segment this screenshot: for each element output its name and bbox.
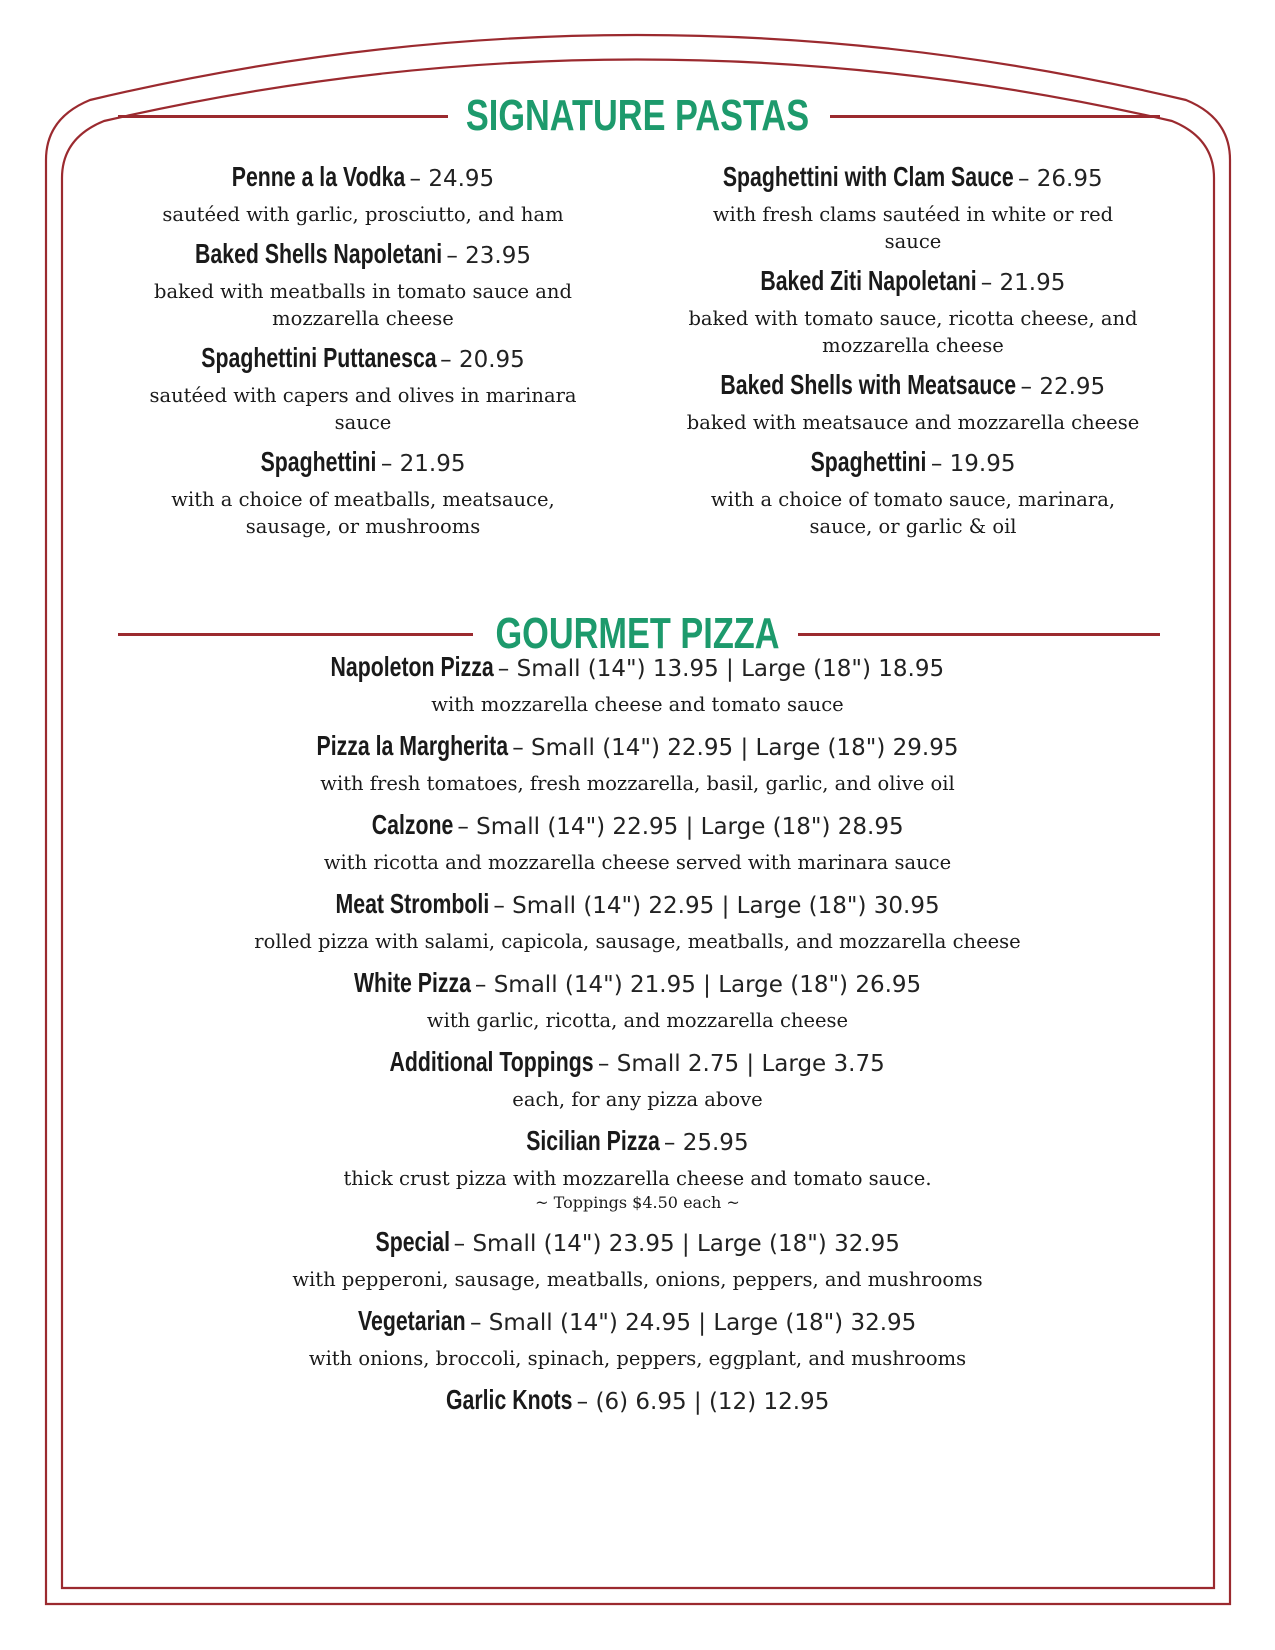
menu-item: [128, 235, 598, 332]
menu-item-name: Baked Ziti Napoletani: [760, 265, 977, 296]
menu-item: [128, 339, 598, 436]
menu-item: [60, 1122, 1215, 1214]
menu-item-description: with onions, broccoli, spinach, peppers, eggplant, and mushrooms: [308, 1347, 967, 1370]
menu-item-description: with mozzarella cheese and tomato sauce: [431, 693, 844, 716]
menu-item-description: baked with meatballs in tomato sauce and mozzarella cheese: [154, 280, 572, 330]
menu-item: [60, 1043, 1215, 1113]
menu-item: [128, 443, 598, 540]
menu-item-price: – Small (14") 22.95 | Large (18") 29.95: [512, 735, 959, 761]
menu-item-description: rolled pizza with salami, capicola, sausage, meatballs, and mozzarella cheese: [254, 930, 1021, 953]
menu-item-price: – Small (14") 22.95 | Large (18") 28.95: [457, 814, 904, 840]
menu-item-price: – 19.95: [930, 451, 1016, 477]
menu-item-price: – (6) 6.95 | (12) 12.95: [576, 1389, 830, 1415]
menu-item-heading: [678, 443, 1148, 486]
menu-item-price: – Small (14") 13.95 | Large (18") 18.95: [497, 656, 945, 682]
pastas-right-column: [678, 158, 1148, 547]
menu-item-heading: [60, 648, 1215, 691]
menu-item-price: – Small 2.75 | Large 3.75: [597, 1051, 885, 1077]
menu-item-name: Spaghettini: [260, 446, 377, 477]
menu-item-price: – Small (14") 22.95 | Large (18") 30.95: [493, 893, 940, 919]
menu-item-name: Napoleton Pizza: [330, 651, 494, 682]
menu-item-name: Penne a la Vodka: [232, 161, 406, 192]
menu-item-description: with pepperoni, sausage, meatballs, onions, peppers, and mushrooms: [292, 1268, 983, 1291]
menu-item-price: – 26.95: [1017, 166, 1103, 192]
menu-item-name: Spaghettini with Clam Sauce: [723, 161, 1014, 192]
menu-item: [60, 964, 1215, 1034]
menu-item-price: – Small (14") 21.95 | Large (18") 26.95: [474, 972, 922, 998]
menu-item-name: White Pizza: [353, 967, 471, 998]
menu-item-price: – 25.95: [663, 1130, 749, 1156]
pastas-left-column: [128, 158, 598, 547]
menu-item: [60, 727, 1215, 797]
menu-item-description: with garlic, ricotta, and mozzarella cheese: [426, 1009, 849, 1032]
menu-item-heading: [60, 885, 1215, 928]
menu-item-price: – Small (14") 23.95 | Large (18") 32.95: [453, 1231, 900, 1257]
menu-item-description: with fresh clams sautéed in white or red sauce: [712, 203, 1114, 253]
menu-item-heading: [128, 158, 598, 201]
menu-item-price: – 21.95: [980, 270, 1066, 296]
menu-item-name: Spaghettini Puttanesca: [200, 342, 437, 373]
menu-item-name: Vegetarian: [358, 1305, 466, 1336]
menu-item-price: – 22.95: [1020, 374, 1106, 400]
menu-item-description: with fresh tomatoes, fresh mozzarella, basil, garlic, and olive oil: [320, 772, 955, 795]
menu-item: [128, 158, 598, 228]
menu-item-heading: [128, 443, 598, 486]
menu-item: [60, 806, 1215, 876]
menu-item-heading: [678, 158, 1148, 201]
menu-item-price: – 23.95: [446, 243, 532, 269]
menu-item-price: – Small (14") 24.95 | Large (18") 32.95: [470, 1310, 917, 1336]
menu-item-description: baked with tomato sauce, ricotta cheese, and mozzarella cheese: [688, 307, 1138, 357]
menu-item: [678, 443, 1148, 540]
menu-item: [60, 648, 1215, 718]
menu-item-description: thick crust pizza with mozzarella cheese and tomato sauce.: [343, 1167, 932, 1190]
menu-item-note: ~ Toppings $4.50 each ~: [535, 1193, 740, 1212]
menu-item-description: sautéed with capers and olives in marinara sauce: [149, 384, 577, 434]
menu-item: [678, 158, 1148, 255]
menu-item-price: – 20.95: [440, 347, 525, 373]
menu-item: [60, 1223, 1215, 1293]
menu-item-heading: [678, 262, 1148, 305]
menu-item-name: Garlic Knots: [446, 1384, 573, 1415]
menu-item-name: Baked Shells with Meatsauce: [720, 369, 1017, 400]
menu-item-description: sautéed with garlic, prosciutto, and ham: [162, 203, 564, 226]
menu-item-heading: [60, 1223, 1215, 1266]
menu-item-heading: [678, 366, 1148, 409]
pastas-title: SIGNATURE PASTAS: [465, 91, 810, 140]
menu-item-heading: [60, 1122, 1215, 1165]
menu-item-heading: [60, 964, 1215, 1007]
menu-item: [60, 885, 1215, 955]
menu-item: [678, 366, 1148, 436]
menu-item-description: with a choice of meatballs, meatsauce, sausage, or mushrooms: [171, 488, 555, 538]
menu-item-heading: [128, 235, 598, 278]
pizza-list: [60, 648, 1215, 1433]
menu-item-name: Pizza la Margherita: [316, 730, 509, 761]
menu-item-price: – 21.95: [380, 451, 466, 477]
menu-item: [60, 1381, 1215, 1424]
menu-item: [678, 262, 1148, 359]
menu-item-heading: [128, 339, 598, 382]
menu-item-description: baked with meatsauce and mozzarella cheese: [686, 411, 1140, 434]
menu-item-name: Meat Stromboli: [335, 888, 490, 919]
menu-item-description: with a choice of tomato sauce, marinara, sauce, or garlic & oil: [710, 488, 1116, 538]
menu-item-name: Additional Toppings: [389, 1046, 594, 1077]
menu-item-name: Calzone: [371, 809, 454, 840]
menu-item-name: Sicilian Pizza: [526, 1125, 660, 1156]
menu-item-heading: [60, 1043, 1215, 1086]
pastas-section-header: [0, 76, 1275, 156]
menu-item-heading: [60, 1302, 1215, 1345]
menu-item-heading: [60, 727, 1215, 770]
menu-item-heading: [60, 1381, 1215, 1424]
menu-item-description: with ricotta and mozzarella cheese served with marinara sauce: [323, 851, 952, 874]
menu-item-heading: [60, 806, 1215, 849]
menu-item-name: Spaghettini: [810, 446, 927, 477]
pizza-title: GOURMET PIZZA: [495, 609, 780, 658]
menu-item-name: Baked Shells Napoletani: [195, 238, 443, 269]
menu-item-name: Special: [375, 1226, 450, 1257]
menu-item-price: – 24.95: [409, 166, 495, 192]
menu-item: [60, 1302, 1215, 1372]
menu-item-description: each, for any pizza above: [512, 1088, 763, 1111]
